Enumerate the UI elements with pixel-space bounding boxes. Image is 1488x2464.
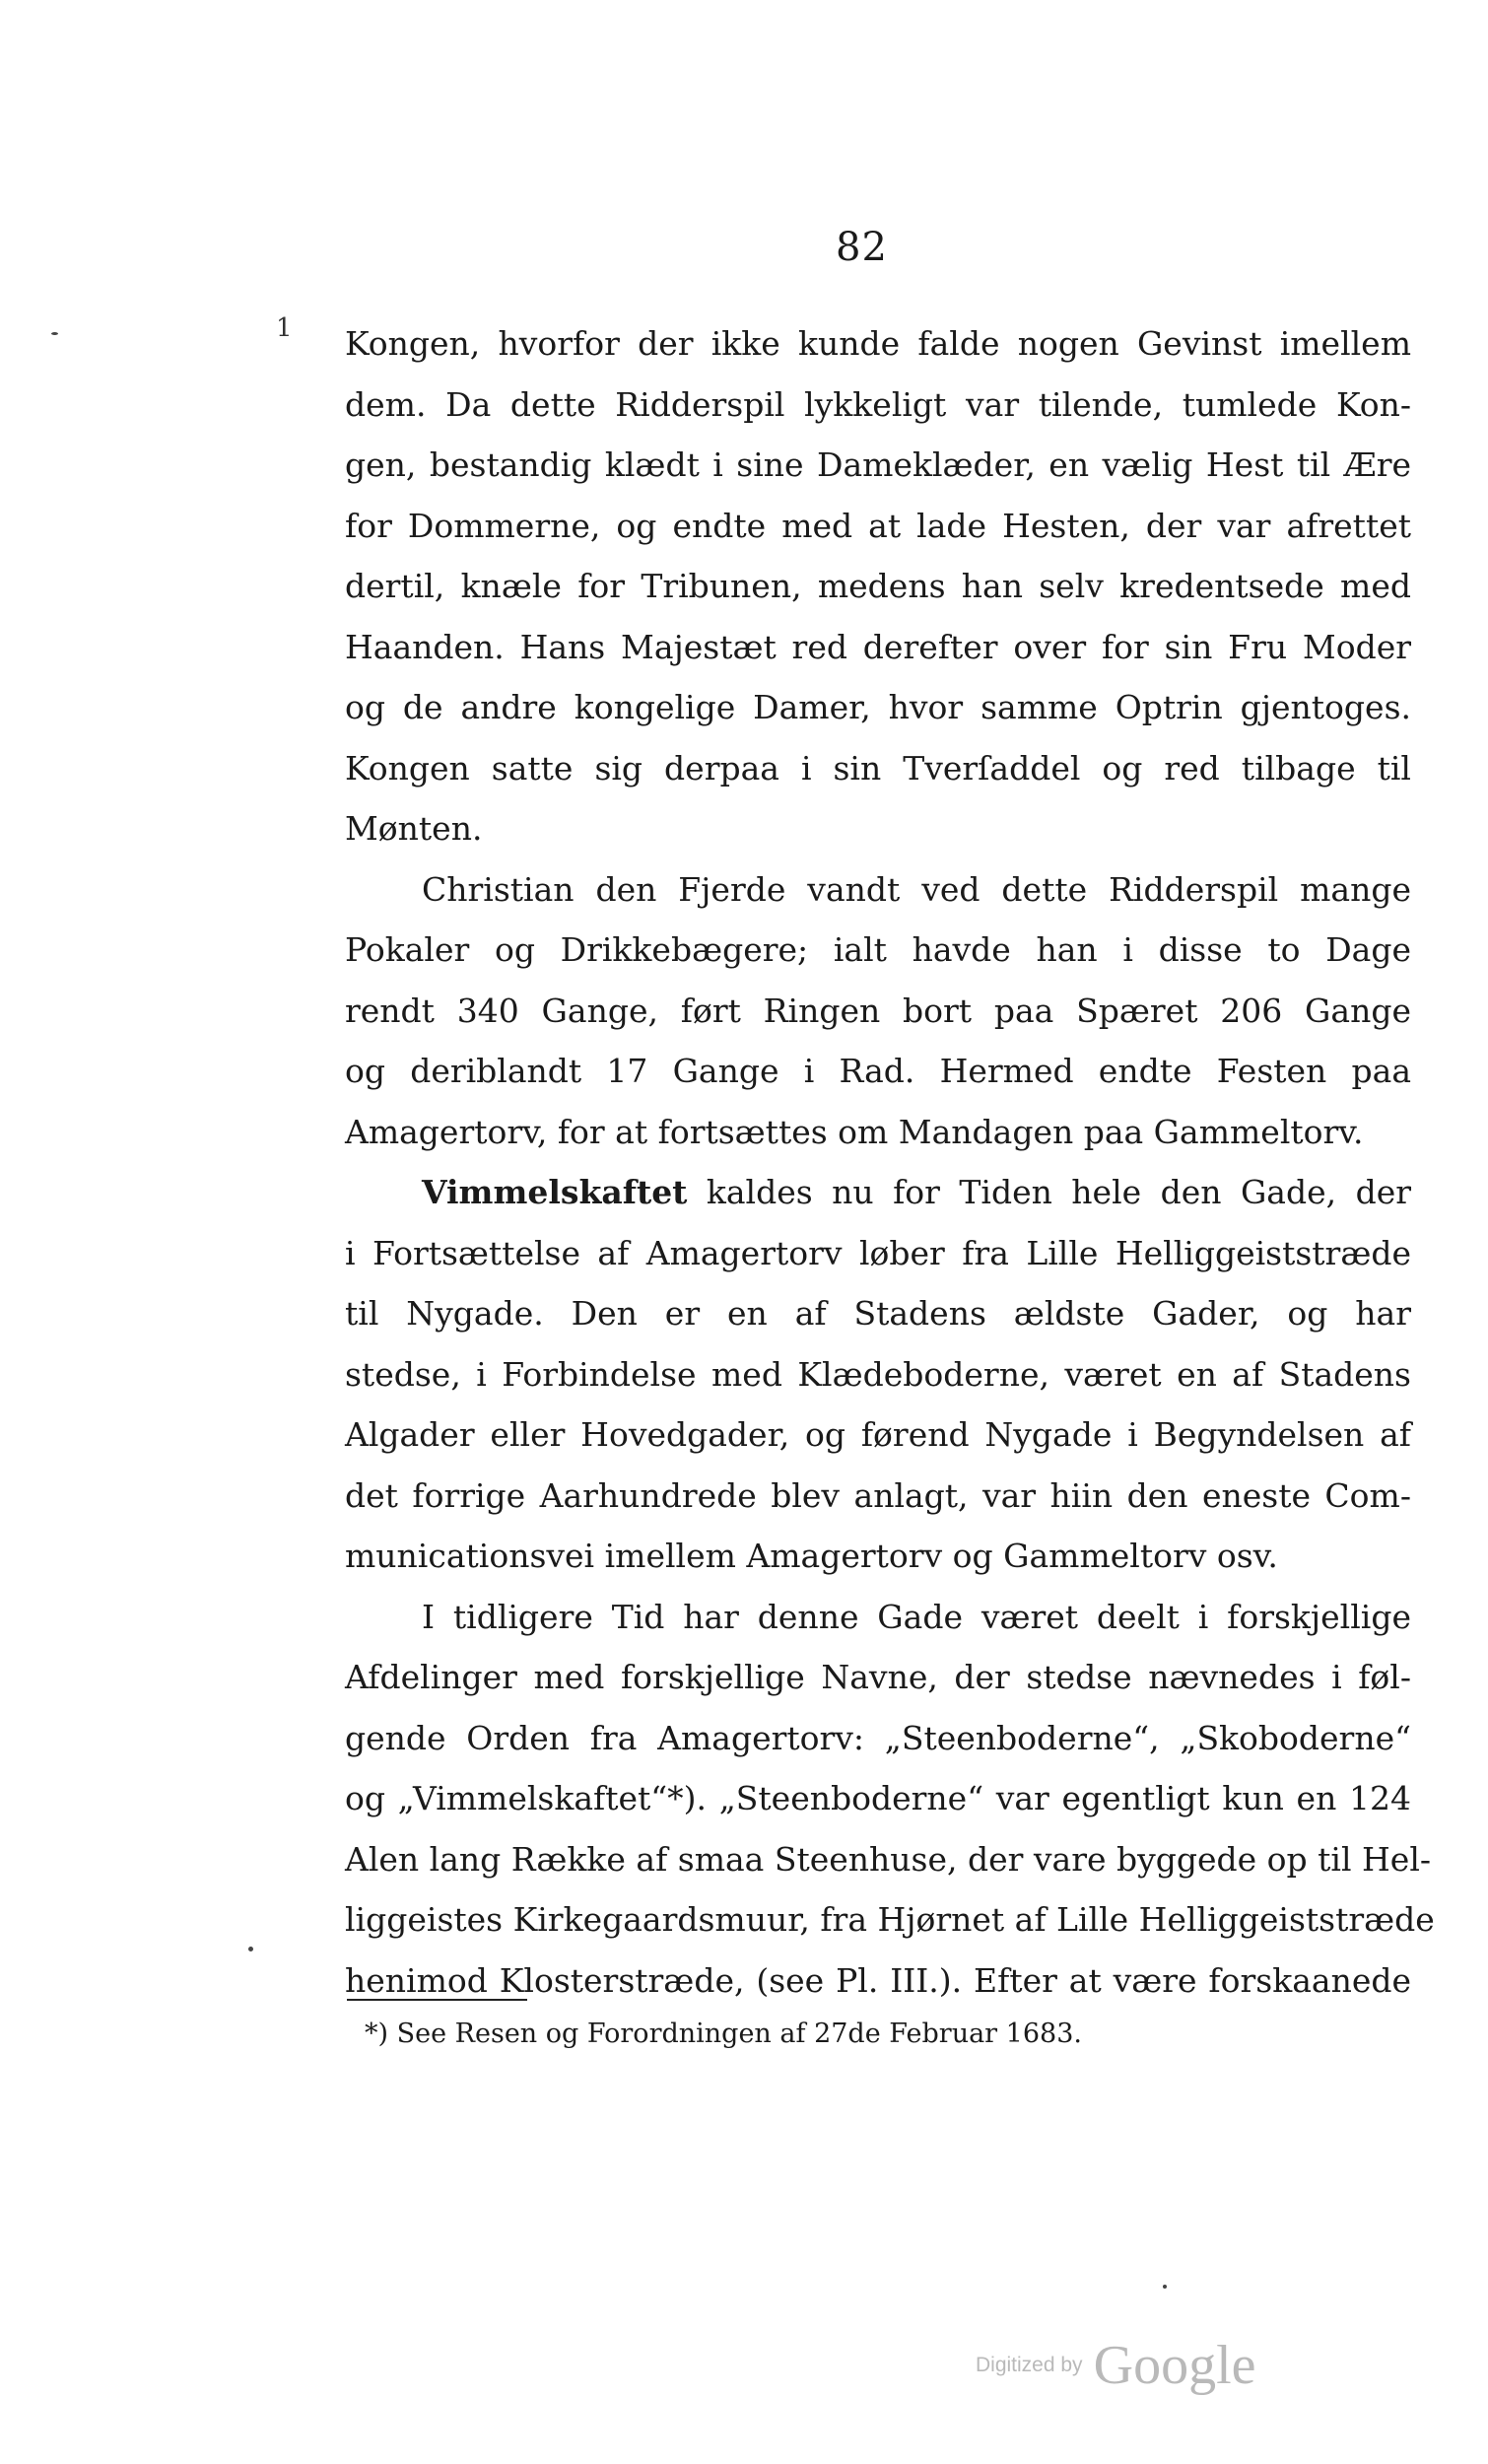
margin-mark: 1 (276, 313, 293, 343)
text-line: dem. Da dette Ridderspil lykkeligt var tilende, tumlede Kon- (345, 384, 1411, 424)
text-line: Kongen satte sig derpaa i sin Tverſaddel og red tilbage til (345, 748, 1411, 787)
text-line: Afdelinger med forskjellige Navne, der stedse nævnedes i føl- (345, 1658, 1411, 1696)
text-line: Amagertorv, for at fortsættes om Mandagen paa Gammeltorv. (345, 1112, 1364, 1151)
scan-speck (1163, 2285, 1167, 2289)
text-line: gende Orden fra Amagertorv: „Steenboderne“, „Skoboderne“ (345, 1718, 1411, 1757)
paragraph (345, 1162, 1411, 1587)
paragraph (345, 313, 1411, 859)
text-line: og deriblandt 17 Gange i Rad. Hermed endte Festen paa (345, 1052, 1411, 1090)
text-span: kaldes nu for Tiden hele den Gade, der (687, 1173, 1411, 1211)
page-number: 82 (836, 225, 888, 270)
text-line: stedse, i Forbindelse med Klædeboderne, været en af Stadens (345, 1354, 1411, 1394)
text-line: Haanden. Hans Majestæt red derefter over for sin Fru Moder (345, 627, 1411, 666)
text-line: rendt 340 Gange, ført Ringen bort paa Spæret 206 Gange (345, 991, 1411, 1030)
text-line: til Nygade. Den er en af Stadens ældste Gader, og har (345, 1294, 1411, 1333)
watermark-brand: Google (1093, 2335, 1256, 2396)
text-line: Algader eller Hovedgader, og førend Nygade i Begyndelsen af (345, 1415, 1411, 1454)
text-line: Pokaler og Drikkebægere; ialt havde han i disse to Dage (345, 930, 1411, 969)
footnote: *) See Resen og Forordningen af 27de Februar 1683. (365, 2019, 1082, 2049)
text-line: og de andre kongelige Damer, hvor samme Optrin gjentoges. (345, 688, 1411, 726)
heading-term: Vimmelskaftet (422, 1173, 688, 1211)
text-line: Alen lang Række af smaa Steenhuse, der vare byggede op til Hel- (345, 1839, 1432, 1879)
text-line: municationsvei imellem Amagertorv og Gammeltorv osv. (345, 1537, 1278, 1575)
text-line: for Dommerne, og endte med at lade Hesten, der var afrettet (345, 506, 1411, 545)
text-line: Mønten. (345, 809, 483, 848)
text-line: Christian den Fjerde vandt ved dette Ridderspil mange (422, 869, 1411, 909)
scan-speck (248, 1947, 253, 1951)
text-line (345, 1162, 1411, 1223)
digitization-watermark (976, 2334, 1256, 2397)
text-line: dertil, knæle for Tribunen, medens han selv kredentsede med (345, 567, 1411, 605)
footnote-divider (347, 1999, 527, 2001)
text-line: liggeistes Kirkegaardsmuur, fra Hjørnet af Lille Helliggeiststræde (345, 1900, 1435, 1939)
scan-speck (51, 332, 58, 335)
watermark-prefix: Digitized by (976, 2354, 1083, 2376)
text-line: Kongen, hvorfor der ikke kunde falde nogen Gevinst imellem (345, 324, 1411, 363)
paragraph (345, 1587, 1435, 2012)
text-line: i Fortsættelse af Amagertorv løber fra Lille Helliggeiststræde (345, 1233, 1411, 1272)
text-line: I tidligere Tid har denne Gade været deelt i forskjellige (422, 1597, 1411, 1636)
body-text (345, 313, 1435, 2011)
paragraph (345, 859, 1411, 1163)
text-line: henimod Klosterstræde, (see Pl. III.). Efter at være forskaanede (345, 1960, 1411, 2000)
text-line: det forrige Aarhundrede blev anlagt, var hiin den eneste Com- (345, 1475, 1411, 1515)
text-line: gen, bestandig klædt i sine Dameklæder, en vælig Hest til Ære (345, 445, 1411, 484)
text-line: og „Vimmelskaftet“*). „Steenboderne“ var egentligt kun en 124 (345, 1779, 1411, 1817)
